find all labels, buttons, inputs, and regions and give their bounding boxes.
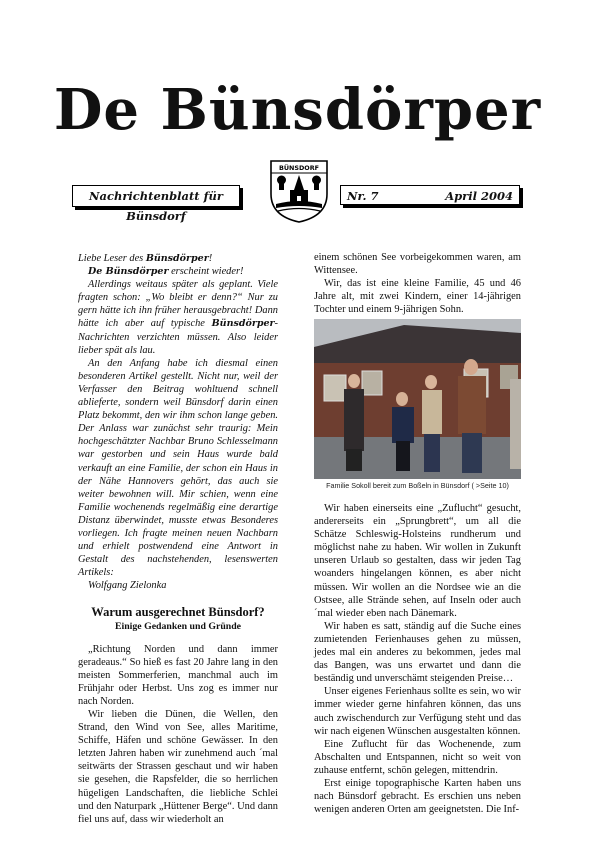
right-column-top: [314, 251, 521, 316]
svg-text:BÜNSDORF: BÜNSDORF: [278, 164, 320, 172]
newsletter-subtitle: Nachrichtenblatt für Bünsdorf: [89, 189, 223, 223]
issue-number: Nr. 7: [347, 189, 379, 203]
article-paragraph: Erst einige topographische Karten haben uns nach Bünsdorf gebracht. Es erschien uns neben wenigen anderen Orten am geeignetsten. Die Inf-: [314, 777, 521, 816]
article-paragraph: Wir haben einerseits eine „Zuflucht“ gesucht, andererseits ein „Sprungbrett“, um all die Schätze Schleswig-Holsteins rundherum und möglichst nahe zu haben. Wir wollen in Zukunft unseren Urlaub so gestalten, dass wir jeden Tag woanders hingelangen können, es aber nicht müssen. Wir wollen an die Nordsee wie an die Ostsee, alle Strände sehen, auf Inseln oder auch ´mal wieder eben nach Dänemark.: [314, 503, 521, 619]
article-title: Warum ausgerechnet Bünsdorf?: [91, 605, 265, 620]
editorial-greeting: Liebe Leser des Bünsdörper!: [78, 253, 213, 264]
article-subtitle: Einige Gedanken und Gründe: [114, 621, 242, 633]
newsletter-subtitle-bar: [72, 185, 240, 223]
article-paragraph: „Richtung Norden und dann immer geradeaus.“ So hieß es fast 20 Jahre lang in den meisten Sommerferien, manchmal auch im Frühjahr oder Herbst. Uns zog es immer nur nach Norden.: [78, 643, 278, 707]
editorial-announcement: De Bünsdörper erscheint wieder!: [88, 266, 244, 278]
editorial: [78, 252, 278, 592]
left-column: [78, 252, 278, 826]
article-paragraph: Wir, das ist eine kleine Familie, 45 und 46 Jahre alt, mit zwei Kindern, einer 14-jährigen Tochter und einem 9-jährigen Sohn.: [314, 278, 521, 316]
article-paragraph: einem schönen See vorbeigekommen waren, am Wittensee.: [314, 252, 521, 277]
editorial-paragraph: An den Anfang habe ich diesmal einen besonderen Artikel gestellt. Nicht nur, weil der Verfasser den Beitrag wohltuend schnell ablieferte, sondern weil Bünsdorf darin einen Platz bekommt, den wir ihm schon lange geben. Der Anlass war zunächst sehr traurig: Mein hochgeschätzter Nachbar Bruno Schlesselmann war gestorben und sein Haus wurde bald verkauft an eine Familie, der schon ein Haus in der Nähe Hannovers gehört, das auch sie weiter bewohnen will. Mir schien, wenn eine Familie wochenends regelmäßig eine derartige Distanz überwindet, musste etwas Besonderes vorliegen. Ich fragte meinen neuen Nachbarn und erhielt postwendend eine Antwort in Gestalt des nachstehenden, lesenswerten Artikels:: [78, 357, 278, 579]
photo-caption: Familie Sokoll bereit zum Boßeln in Bünsdorf ( >Seite 10): [326, 481, 509, 490]
article-paragraph: Wir lieben die Dünen, die Wellen, den Strand, den Wind von See, alles Maritime, Schiffe, Häfen und schöne Gewässer. In den letzten Jahren haben wir zunehmend auch ´mal seitwärts der Strassen geschaut und wir haben sie gesehen, die Rapsfelder, die so herrlichen hügeligen Landschaften, die liebliche Schlei und den Naturpark „Hüttener Berge“. Und dann fiel uns auf, dass wir wiederholt an: [78, 709, 278, 825]
article-body: [78, 643, 278, 826]
article-paragraph: Eine Zuflucht für das Wochenende, zum Abschalten und Entspannen, nicht so weit von zuhause entfernt, schön gelegen, mittendrin.: [314, 738, 521, 776]
village-crest-logo: [268, 158, 330, 224]
editorial-signature: Wolfgang Zielonka: [88, 580, 167, 592]
masthead-title: De Bünsdörper: [53, 77, 542, 143]
editorial-paragraph: Allerdings weitaus später als geplant. Viele fragten schon: „Wo bleibt er denn?“ Nur zu gern hätte ich ihn früher herausgebracht! Dann hätte ich aber auf typische Bünsdörper-Nachrichten verzichten müssen. Also leider lieber spät als lau.: [78, 279, 278, 356]
issue-date: April 2004: [445, 189, 513, 203]
article-paragraph: Wir haben es satt, ständig auf die Suche eines zumietenden Ferienhauses gehen zu müssen, jedes mal ein anderes zu bekommen, jedes mal das Bangen, was uns erwartet und dann die beständig und unverschämt steigenden Preise…: [314, 620, 521, 685]
issue-info-bar: [340, 185, 520, 205]
family-photo: [314, 319, 521, 479]
article-paragraph: Unser eigenes Ferienhaus sollte es sein, wo wir immer wieder gerne hinfahren können, das uns auch zwischendurch zur Verfügung steht und das wir nach eigenen Wünschen ausgestalten können.: [314, 686, 521, 737]
right-column-bottom: [314, 502, 521, 816]
